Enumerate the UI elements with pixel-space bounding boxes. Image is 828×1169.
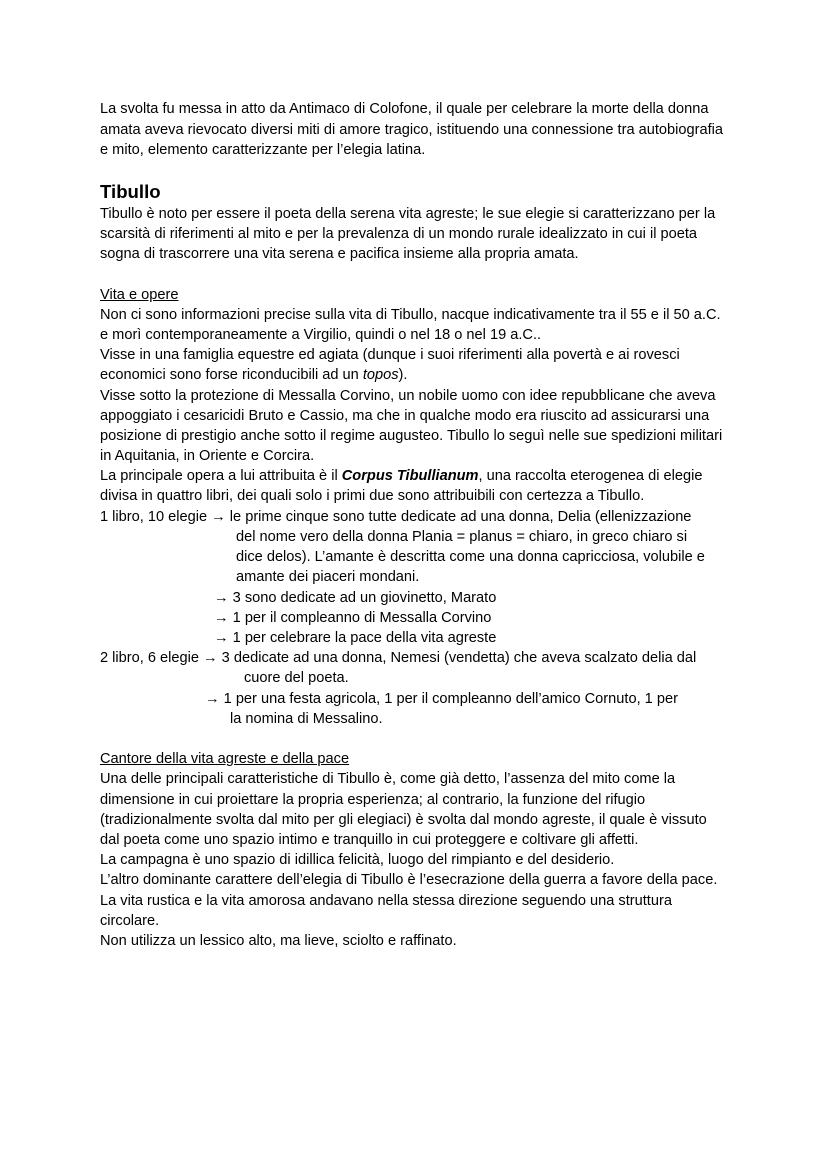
paragraph-line: dal poeta come uno spazio intimo e tranquillo in cui proteggere e coltivare gli affetti.	[100, 832, 639, 848]
paragraph-line: Non utilizza un lessico alto, ma lieve, sciolto e raffinato.	[100, 933, 457, 949]
paragraph-line: in Aquitania, in Oriente e Corcira.	[100, 448, 315, 464]
paragraph-line: Visse sotto la protezione di Messalla Corvino, un nobile uomo con idee repubblicane che aveva	[100, 388, 716, 404]
paragraph-line: sogna di trascorrere una vita serena e pacifica insieme alla propria amata.	[100, 246, 579, 262]
intro-line: amata aveva rievocato diversi miti di amore tragico, istituendo una connessione tra autobiografia	[100, 122, 724, 138]
book-line: cuore del poeta.	[244, 670, 349, 686]
paragraph-line: (tradizionalmente svolta dal mito per gli elegiaci) è svolta dal mondo agreste, il quale è vissuto	[100, 812, 707, 828]
paragraph-line: Una delle principali caratteristiche di Tibullo è, come già detto, l’assenza del mito come la	[100, 771, 676, 787]
text-run: economici sono forse riconducibili ad un	[100, 367, 363, 383]
book-line: 1 libro, 10 elegie → le prime cinque sono tutte dedicate ad una donna, Delia (ellenizzazione	[100, 509, 692, 525]
intro-line: La svolta fu messa in atto da Antimaco di Colofone, il quale per celebrare la morte della donna	[100, 101, 709, 117]
paragraph-line: dimensione in cui proiettare la propria esperienza; al contrario, la funzione del rifugio	[100, 792, 646, 808]
book-line: → 1 per il compleanno di Messalla Corvino	[214, 610, 492, 626]
paragraph-line: circolare.	[100, 913, 160, 929]
paragraph-line: posizione di prestigio anche sotto il regime augusteo. Tibullo lo seguì nelle sue spedizioni militari	[100, 428, 723, 444]
subsection-title: Cantore della vita agreste e della pace	[100, 751, 350, 767]
paragraph-line: Tibullo è noto per essere il poeta della serena vita agreste; le sue elegie si caratterizzano per la	[100, 206, 716, 222]
book-line: la nomina di Messalino.	[230, 711, 383, 727]
section-heading: Tibullo	[100, 181, 161, 202]
text-run: ).	[398, 367, 408, 383]
book-line: → 1 per celebrare la pace della vita agreste	[214, 630, 497, 646]
book-line: → 1 per una festa agricola, 1 per il compleanno dell’amico Cornuto, 1 per	[205, 691, 678, 707]
paragraph-line: La vita rustica e la vita amorosa andavano nella stessa direzione seguendo una struttura	[100, 893, 672, 909]
book-line: 2 libro, 6 elegie → 3 dedicate ad una donna, Nemesi (vendetta) che aveva scalzato delia dal	[100, 650, 697, 666]
intro-line: e mito, elemento caratterizzante per l’elegia latina.	[100, 142, 426, 158]
book-line: del nome vero della donna Plania = planus = chiaro, in greco chiaro si	[236, 529, 688, 545]
paragraph-line: L’altro dominante carattere dell’elegia di Tibullo è l’esecrazione della guerra a favore della pace.	[100, 872, 718, 888]
paragraph-line	[100, 466, 702, 486]
paragraph-line: scarsità di riferimenti al mito e per la prevalenza di un mondo rurale idealizzato in cui il poeta	[100, 226, 698, 242]
book-line: dice delos). L’amante è descritta come una donna capricciosa, volubile e	[236, 549, 705, 565]
paragraph-line: appoggiato i cesaricidi Bruto e Cassio, ma che in qualche modo era riuscito ad assicurarsi una	[100, 408, 710, 424]
paragraph-line: e morì contemporaneamente a Virgilio, quindi o nel 18 o nel 19 a.C..	[100, 327, 542, 343]
paragraph-line: Visse in una famiglia equestre ed agiata (dunque i suoi riferimenti alla povertà e ai rovesci	[100, 347, 680, 363]
italic-term: topos	[362, 367, 399, 383]
paragraph-line: Non ci sono informazioni precise sulla vita di Tibullo, nacque indicativamente tra il 55 e il 50 a.C.	[100, 307, 721, 323]
book-line: amante dei piaceri mondani.	[236, 569, 420, 585]
subsection-title: Vita e opere	[100, 287, 179, 303]
book-line: → 3 sono dedicate ad un giovinetto, Marato	[214, 590, 497, 606]
paragraph-line: La campagna è uno spazio di idillica felicità, luogo del rimpianto e del desiderio.	[100, 852, 615, 868]
paragraph-line: divisa in quattro libri, dei quali solo i primi due sono attribuibili con certezza a Tibullo.	[100, 488, 645, 504]
text-run: , una raccolta eterogenea di elegie	[478, 468, 703, 484]
paragraph-line	[100, 365, 407, 385]
text-run: La principale opera a lui attribuita è il	[100, 468, 342, 484]
work-title: Corpus Tibullianum	[341, 468, 479, 484]
